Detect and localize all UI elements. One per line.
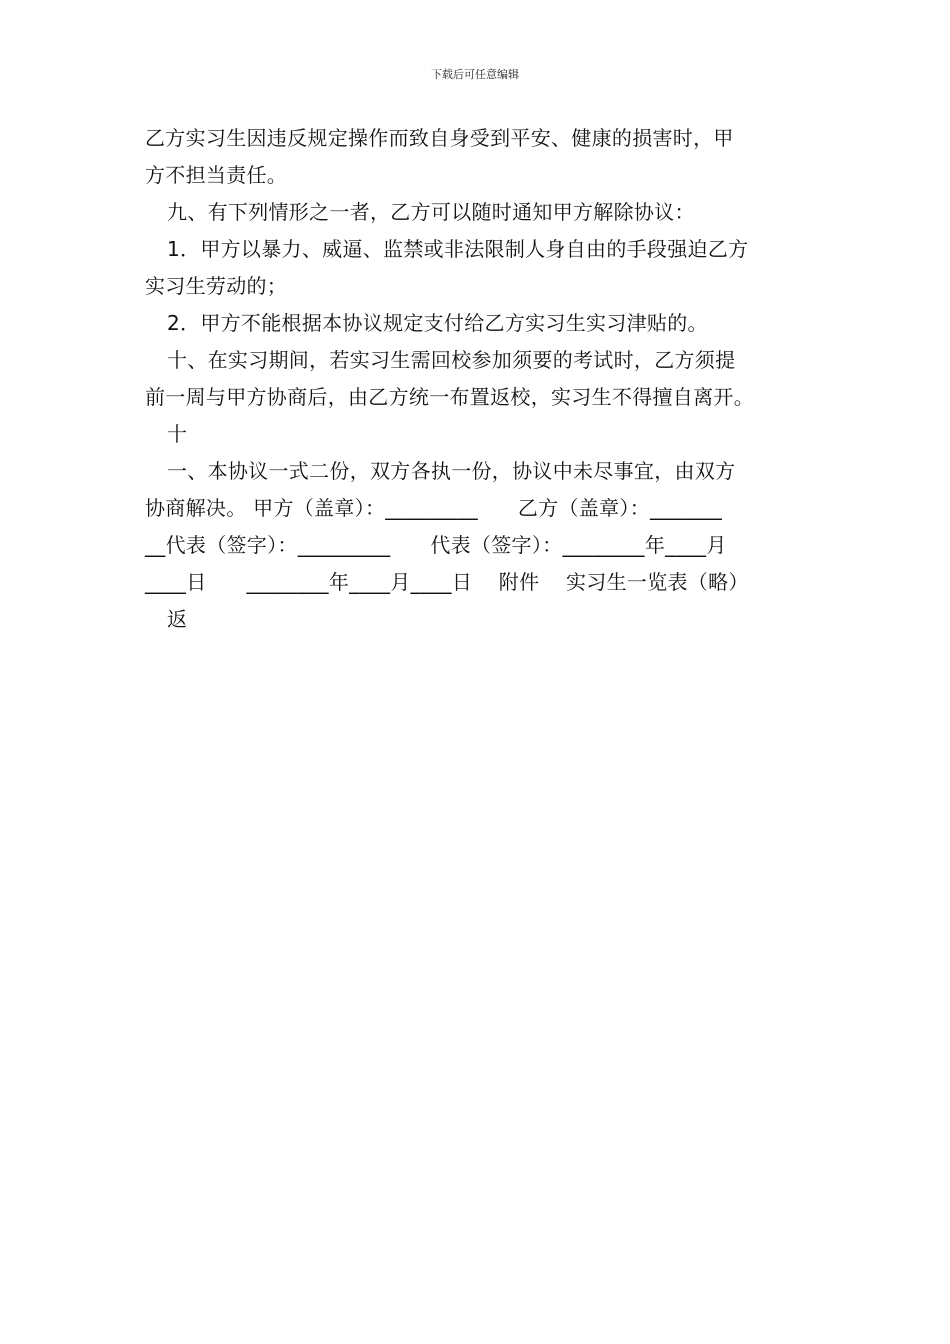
clause-nine-heading: 九、有下列情形之一者，乙方可以随时通知甲方解除协议： bbox=[167, 200, 695, 224]
clause-ten-cont: 前一周与甲方协商后，由乙方统一布置返校，实习生不得擅自离开。 bbox=[145, 385, 754, 409]
clause-ten: 十、在实习期间，若实习生需回校参加须要的考试时，乙方须提 bbox=[167, 348, 736, 372]
signature-line-3: ____日 ________年____月____日 附件 实习生一览表（略） bbox=[145, 570, 749, 594]
clause-eleven-number: 十 bbox=[167, 422, 188, 446]
paragraph-line: 方不担当责任。 bbox=[145, 163, 288, 187]
clause-nine-item-1-cont: 实习生劳动的； bbox=[145, 274, 288, 298]
trailing-text: 返 bbox=[167, 607, 188, 631]
signature-line-1: 协商解决。 甲方（盖章）：_________ 乙方（盖章）：_______ bbox=[145, 496, 723, 520]
clause-nine-item-2: 2．甲方不能根据本协议规定支付给乙方实习生实习津贴的。 bbox=[167, 311, 708, 335]
clause-nine-item-1: 1．甲方以暴力、威逼、监禁或非法限制人身自由的手段强迫乙方 bbox=[167, 237, 749, 261]
signature-line-2: __代表（签字）：_________ 代表（签字）：________年____月 bbox=[145, 533, 727, 557]
paragraph-line: 乙方实习生因违反规定操作而致自身受到平安、健康的损害时，甲 bbox=[145, 126, 734, 150]
header-note: 下载后可任意编辑 bbox=[431, 68, 519, 81]
clause-eleven: 一、本协议一式二份，双方各执一份，协议中未尽事宜，由双方 bbox=[167, 459, 736, 483]
document-body bbox=[145, 120, 815, 638]
